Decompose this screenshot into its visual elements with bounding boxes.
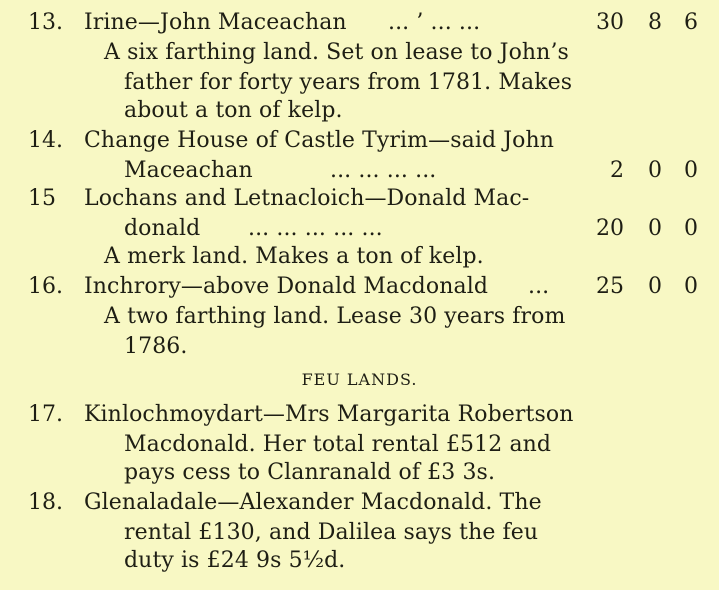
entry-note: about a ton of kelp. (124, 98, 343, 123)
entry-title-continued: donald (124, 216, 201, 241)
entry-title: Lochans and Letnacloich—Donald Mac- (84, 186, 530, 211)
amount-pence: 0 (684, 158, 698, 183)
leader-dots: ... ’ ... ... (388, 10, 481, 35)
amount-pounds: 20 (596, 216, 624, 241)
amount-pence: 6 (684, 10, 698, 35)
amount-shillings: 8 (648, 10, 662, 35)
entry-title: Change House of Castle Tyrim—said John (84, 128, 555, 153)
entry-number: 16. (28, 274, 63, 299)
leader-dots: ... ... ... ... (330, 158, 437, 183)
entry-number: 17. (28, 402, 63, 427)
amount-pence: 0 (684, 274, 698, 299)
section-heading: FEU LANDS. (301, 370, 418, 389)
entry-note: A two farthing land. Lease 30 years from (104, 304, 566, 329)
entry-number: 13. (28, 10, 63, 35)
entry-note: A merk land. Makes a ton of kelp. (104, 244, 484, 269)
entry-text: duty is £24 9s 5½d. (124, 548, 346, 573)
entry-number: 18. (28, 490, 63, 515)
entry-number: 15 (28, 186, 56, 211)
amount-pounds: 25 (596, 274, 624, 299)
amount-pounds: 30 (596, 10, 624, 35)
entry-text: pays cess to Clanranald of £3 3s. (124, 460, 496, 485)
entry-note: 1786. (124, 334, 188, 359)
entry-title: Inchrory—above Donald Macdonald (84, 274, 489, 299)
entry-number: 14. (28, 128, 63, 153)
amount-shillings: 0 (648, 158, 662, 183)
entry-title: Glenaladale—Alexander Macdonald. The (84, 490, 542, 515)
amount-pounds: 2 (610, 158, 624, 183)
entry-title: Irine—John Maceachan (84, 10, 347, 35)
entry-note: father for forty years from 1781. Makes (124, 70, 573, 95)
amount-shillings: 0 (648, 216, 662, 241)
amount-shillings: 0 (648, 274, 662, 299)
entry-text: Macdonald. Her total rental £512 and (124, 432, 552, 457)
entry-title: Kinlochmoydart—Mrs Margarita Robertson (84, 402, 574, 427)
entry-text: rental £130, and Dalilea says the feu (124, 520, 539, 545)
entry-note: A six farthing land. Set on lease to John’s (104, 40, 569, 65)
amount-pence: 0 (684, 216, 698, 241)
leader-dots: ... (528, 274, 550, 299)
leader-dots: ... ... ... ... ... (248, 216, 383, 241)
entry-title-continued: Maceachan (124, 158, 253, 183)
